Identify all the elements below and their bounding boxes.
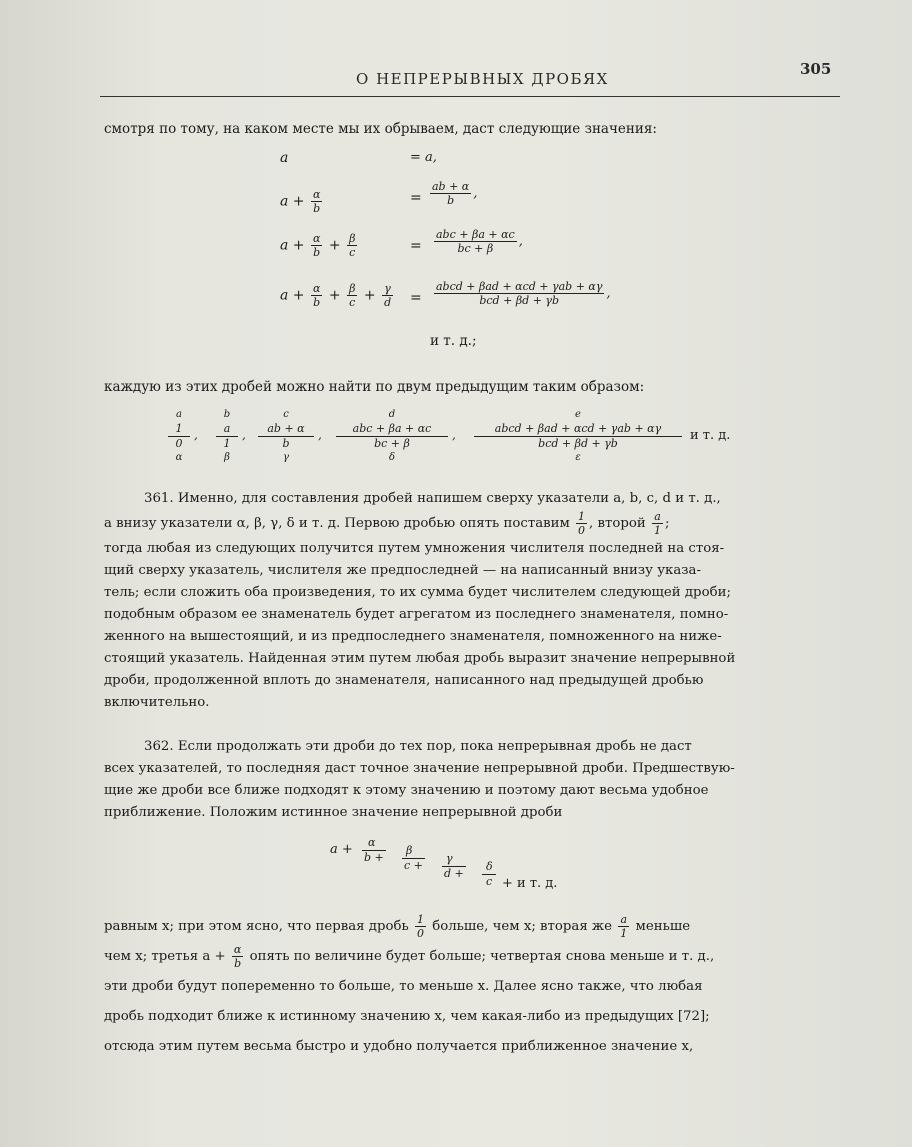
p361-line-2: а внизу указатели α, β, γ, δ и т. д. Первою дробью опять поставим $\frac{1}{0}$ , второй $\frac{a}{1}$ ;	[104, 510, 670, 537]
eq2-comma: ,	[473, 186, 478, 201]
continued-fraction-display	[330, 836, 630, 896]
equation-4: a + $\frac{\alpha}{b}$ + $\frac{\beta}{c}$ + $\frac{\gamma}{d}$ = $\frac{\text{abcd + βad + αcd + γab + αγ}}{\text{bcd + βd + γb}}$ ,	[280, 280, 611, 309]
p361-line-10: включительно.	[104, 695, 210, 710]
cf-n4: δ	[486, 860, 493, 873]
p361-line-5: тель; если сложить оба произведения, то их сумма будет числителем следующей дроби;	[104, 585, 731, 600]
convergents-table	[0, 408, 912, 470]
eq2-equals: =	[410, 190, 422, 206]
eq3-equals: =	[410, 238, 422, 254]
eq4-lhs-a: a +	[280, 287, 305, 304]
eq3-comma: ,	[518, 234, 523, 249]
p362-line-1: 362. Если продолжать эти дроби до тех пор, пока непрерывная дробь не даст	[144, 739, 692, 754]
eq-etc	[430, 330, 630, 352]
paragraph-362	[104, 736, 824, 824]
cf-a: a +	[330, 842, 353, 857]
para-b-line: каждую из этих дробей можно найти по двум предыдущим таким образом:	[104, 379, 645, 395]
intro-line: смотря по тому, на каком месте мы их обрываем, даст следующие значения:	[104, 121, 657, 137]
header-rule	[100, 96, 840, 97]
cf-n1: α	[368, 836, 376, 849]
tail-paragraph	[104, 912, 824, 1062]
cf-d4: c	[482, 874, 496, 888]
eq3-lhs-a: a +	[280, 237, 305, 254]
eq3-frac-2: $\frac{\beta}{c}$	[349, 232, 356, 259]
equation-3	[0, 228, 912, 278]
p361-line-7: женного на вышестоящий, и из предпоследнего знаменателя, помноженного на ниже-	[104, 629, 722, 644]
p361-line-6: подобным образом ее знаменатель будет агрегатом из последнего знаменателя, помно-	[104, 607, 729, 622]
cf-d3: d +	[444, 867, 464, 880]
convergent-col-3: c ab + α b γ	[258, 408, 314, 465]
p361-line-8: стоящий указатель. Найденная этим путем любая дробь выразит значение непрерывной	[104, 651, 736, 666]
p362-line-2: всех указателей, то последняя даст точное значение непрерывной дроби. Предшествую-	[104, 761, 735, 776]
cf-d1: b +	[364, 851, 384, 864]
p361-line-3: тогда любая из следующих получится путем умножения числителя последней на стоя-	[104, 541, 725, 556]
eq4-comma: ,	[606, 286, 611, 301]
eq4-rhs-frac: $\frac{\text{abcd + βad + αcd + γab + αγ}}{\text{bcd + βd + γb}}$	[436, 280, 603, 307]
tail-line-5: отсюда этим путем весьма быстро и удобно получается приближенное значение x,	[104, 1039, 694, 1054]
tail-line-1: равным x; при этом ясно, что первая дробь $\frac{1}{0}$ больше, чем x; вторая же $\frac{a}{1}$ меньше	[104, 913, 691, 940]
p361-line-1: 361. Именно, для составления дробей напишем сверху указатели a, b, c, d и т. д.,	[144, 491, 721, 506]
eq4-frac-1: $\frac{\alpha}{b}$	[312, 282, 321, 309]
comma-2: ,	[242, 428, 246, 442]
convergent-col-4: d abc + βa + αc bc + β δ	[336, 408, 448, 465]
cf-n3: γ	[446, 852, 453, 865]
p361-line-4: щий сверху указатель, числителя же предпоследней — на написанный внизу указа-	[104, 563, 701, 578]
comma-1: ,	[194, 428, 198, 442]
convergent-col-1: a 1 0 α	[168, 408, 190, 465]
para-b	[104, 376, 824, 398]
cf-n2: β	[406, 844, 413, 857]
p361-line-9: дроби, продолженной вплоть до знаменателя, написанного над предыдущей дробью	[104, 673, 704, 688]
p362-line-3: щие же дроби все ближе подходят к этому значению и поэтому дают весьма удобное	[104, 783, 709, 798]
eq2-lhs-frac: $\frac{\alpha}{b}$	[312, 188, 321, 215]
convergents-etc: и т. д.	[690, 428, 731, 443]
tail-line-4: дробь подходит ближе к истинному значению x, чем какая-либо из предыдущих [72];	[104, 1009, 710, 1024]
eq2-rhs-frac: $\frac{ab + \alpha}{b}$	[432, 180, 470, 207]
eq2-lhs-a: a +	[280, 193, 305, 210]
equation-2	[0, 180, 912, 230]
intro-text	[104, 118, 824, 140]
comma-3: ,	[318, 428, 322, 442]
eq3-rhs-frac: $\frac{\text{abc + βa + αc}}{bc + \beta}$	[436, 228, 515, 255]
cf-d2: c +	[404, 859, 423, 872]
running-header: О НЕПРЕРЫВНЫХ ДРОБЯХ	[356, 70, 609, 88]
eq4-frac-3: $\frac{\gamma}{d}$	[384, 282, 392, 309]
p362-line-4: приближение. Положим истинное значение непрерывной дроби	[104, 805, 563, 820]
eq1-rhs: = a,	[410, 150, 437, 165]
eq4-frac-2: $\frac{\beta}{c}$	[349, 282, 356, 309]
cf-tail: + и т. д.	[502, 876, 558, 891]
tail-line-2: чем x; третья a + $\frac{\alpha}{b}$ опять по величине будет больше; четвертая снова меньше и т. д.,	[104, 943, 715, 970]
eq-etc-text: и т. д.;	[430, 333, 477, 349]
eq3-frac-1: $\frac{\alpha}{b}$	[312, 232, 321, 259]
convergent-col-5: e abcd + βad + αcd + γab + αγ bcd + βd + γb ε	[474, 408, 682, 465]
convergent-col-2: b a 1 β	[216, 408, 238, 465]
eq1-lhs: a	[280, 150, 289, 166]
tail-line-3: эти дроби будут попеременно то больше, то меньше x. Далее ясно также, что любая	[104, 979, 703, 994]
eq4-equals: =	[410, 290, 422, 306]
comma-4: ,	[452, 428, 456, 442]
page-number: 305	[800, 60, 832, 78]
paragraph-361	[104, 488, 824, 714]
eq3-plus: +	[328, 237, 341, 254]
